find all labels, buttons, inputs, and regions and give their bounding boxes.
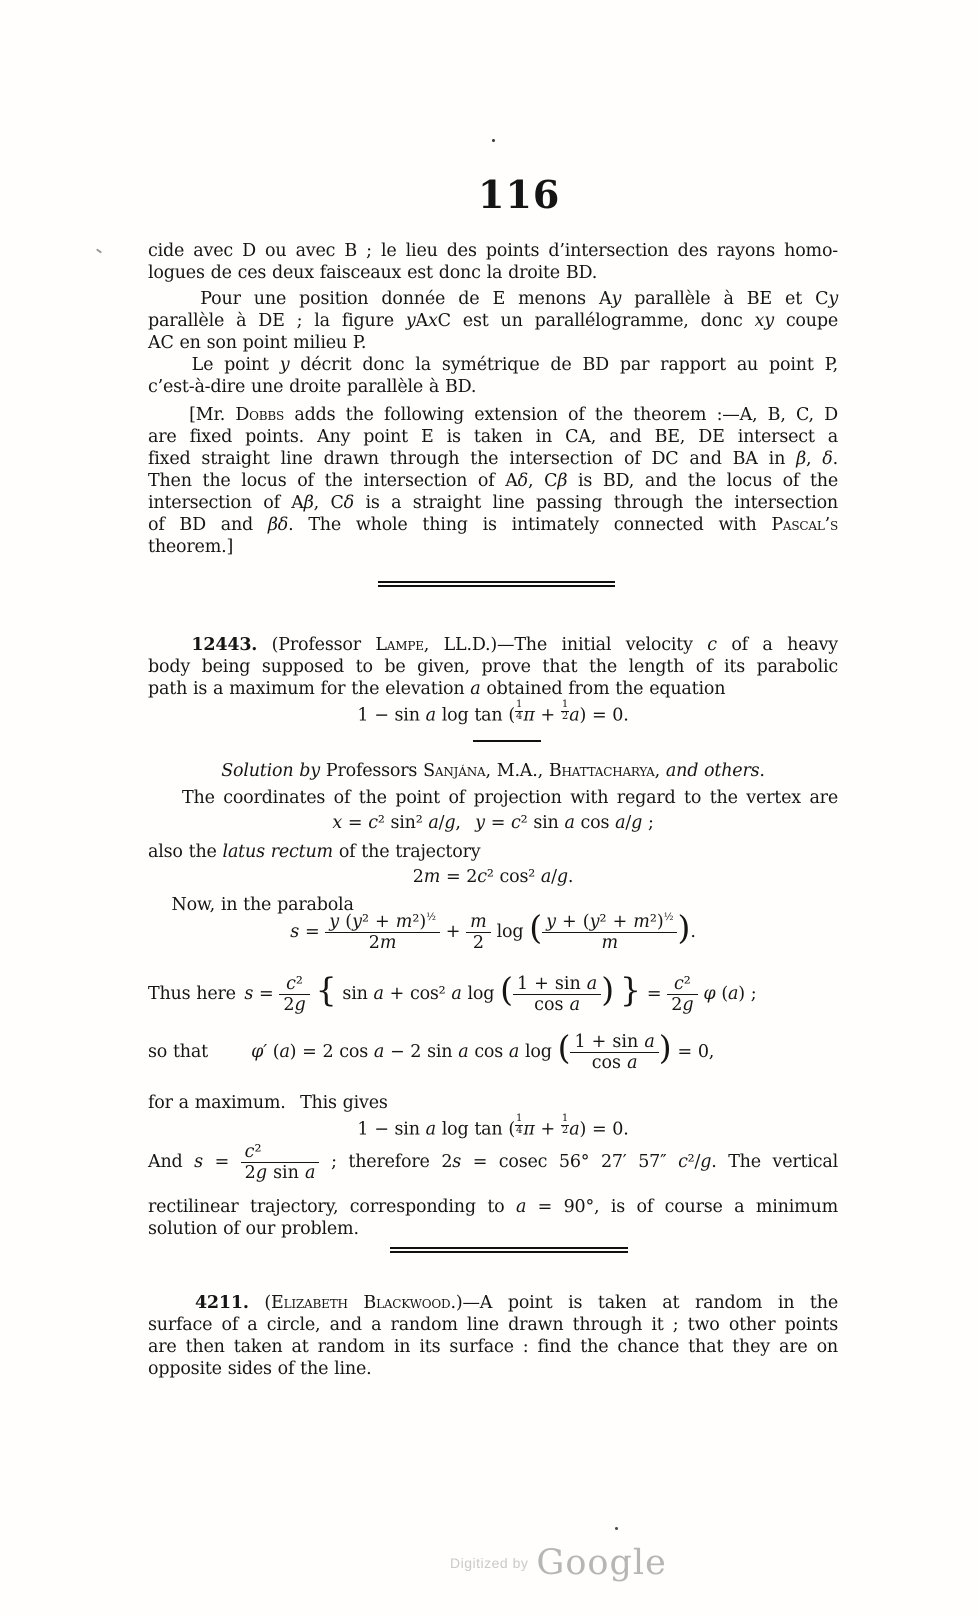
problem-4211-statement — [148, 1292, 838, 1380]
for-a-maximum-line — [148, 1092, 838, 1114]
text-line: c’est-à-dire une droite parallèle à BD. — [148, 377, 477, 397]
equation-divider — [473, 740, 541, 742]
scan-speck — [492, 139, 495, 142]
text-line: for a maximum. This gives — [148, 1093, 388, 1113]
fraction: $\frac{\text{1 + sin a}}{\text{cos a}}$ — [570, 1032, 658, 1073]
paragraph-french-2 — [148, 288, 838, 354]
fraction: $\frac{y (y^2 + m^2)^{\frac{1}{2}}}{2m}$ — [325, 912, 440, 953]
text-line: body being supposed to be given, prove that the length of its parabolic — [148, 657, 838, 677]
text-line: fixed straight line drawn through the intersection of DC and BA in β, δ. — [148, 449, 838, 469]
text-line: Solution by Professors Sanjána, M.A., Bhattacharya, and others. — [221, 761, 765, 781]
paragraph-french-3 — [148, 354, 838, 398]
fraction: $\frac{\text{c²}}{2g}$ — [279, 974, 309, 1015]
paragraph-french-1 — [148, 240, 838, 284]
text-line: 2m = 2c² cos² a/g. — [412, 867, 574, 887]
fraction: $\frac{1}{2}$ — [561, 699, 569, 722]
text-line: Pour une position donnée de E menons Ay parallèle à BE et Cy — [148, 289, 838, 309]
problem-12443-statement — [148, 634, 838, 700]
fraction: $\frac{1}{4}$ — [515, 1113, 523, 1136]
page-number: 116 — [478, 172, 561, 217]
text-line: are fixed points. Any point E is taken in CA, and BE, DE intersect a — [148, 427, 838, 447]
equation-log-tan — [148, 700, 838, 726]
equation-so-that — [148, 1028, 838, 1074]
watermark — [450, 1543, 667, 1583]
conclusion-paragraph — [148, 1196, 838, 1240]
text-line: path is a maximum for the elevation a obtained from the equation — [148, 679, 726, 699]
text-line: s = $\frac{y (y^2 + m^2)^{\frac{1}{2}}}{2m}$ + $\frac{m}{2}$ log ( $\frac{y + (y^2 + m^2)^{\frac{1}{2}}}{m}$ ). — [290, 908, 696, 954]
text-line: 12443. (Professor Lampe, LL.D.)—The initial velocity c of a heavy — [191, 635, 838, 655]
text-line: also the latus rectum of the trajectory — [148, 842, 481, 862]
fraction: $\frac{y + (y^2 + m^2)^{\frac{1}{2}}}{m}$ — [542, 912, 677, 953]
fraction: $\frac{\text{1 + sin a}}{\text{cos a}}$ — [513, 974, 601, 1015]
text-line: [Mr. Dobbs adds the following extension of the theorem :—A, B, C, D — [148, 405, 838, 425]
text-line: 1 − sin a log tan ( $\frac{1}{4}$ π + $\frac{1}{2}$ a) = 0. — [357, 699, 629, 726]
equation-arc-length — [148, 908, 838, 954]
text-line: Then the locus of the intersection of Aδ, Cβ is BD, and the locus of the — [148, 471, 839, 491]
fraction: $\frac{\text{c²}}{\text{2g sin a}}$ — [241, 1142, 320, 1183]
text-line: AC en son point milieu P. — [148, 333, 367, 353]
text-line: 4211. (Elizabeth Blackwood.)—A point is taken at random in the — [194, 1293, 838, 1313]
text-line: are then taken at random in its surface : find the chance that they are on — [148, 1337, 838, 1357]
fraction: $\frac{\text{c²}}{2g}$ — [667, 974, 697, 1015]
text-line: intersection of Aβ, Cδ is a straight line passing through the intersection — [148, 493, 838, 513]
equation-log-tan-repeat — [148, 1114, 838, 1140]
section-divider — [378, 581, 615, 587]
text-line: And s = $\frac{\text{c²}}{\text{2g sin a}}$ ; therefore 2s = cosec 56° 27′ 57″ c²/g. The vertical — [148, 1142, 838, 1184]
text-line: Now, in the parabola — [148, 895, 354, 915]
text-line: of BD and βδ. The whole thing is intimately connected with Pascal’s — [148, 515, 839, 535]
text-line: surface of a circle, and a random line drawn through it ; two other points — [148, 1315, 838, 1335]
latus-rectum-line — [148, 841, 838, 863]
paragraph-dobbs-extension — [148, 404, 838, 558]
equation-coordinates — [148, 812, 838, 834]
google-logo: Google — [536, 1543, 667, 1583]
text-line: x = c² sin² a/g, y = c² sin a cos a/g ; — [332, 813, 654, 833]
text-line: Thus here s = $\frac{\text{c²}}{2g}$ { sin a + cos² a log ( $\frac{\text{1 + sin a}}{\text{cos a}}$ ) } = $\frac{\text{c²}}{2g}$ φ (a) ; — [148, 970, 757, 1016]
text-line: opposite sides of the line. — [148, 1359, 372, 1379]
fraction: $\frac{1}{4}$ — [515, 699, 523, 722]
text-line: parallèle à DE ; la figure yAxC est un parallélogramme, donc xy coupe — [148, 311, 839, 331]
text-line: logues de ces deux faisceaux est donc la droite BD. — [148, 263, 598, 283]
text-line: Le point y décrit donc la symétrique de BD par rapport au point P, — [148, 355, 838, 375]
text-line: rectilinear trajectory, corresponding to a = 90°, is of course a minimum — [148, 1197, 838, 1217]
text-line: theorem.] — [148, 537, 234, 557]
equation-latus-rectum — [148, 866, 838, 888]
text-line: so that φ′ (a) = 2 cos a − 2 sin a cos a log ( $\frac{\text{1 + sin a}}{\text{cos a}}$ ) = 0, — [148, 1028, 715, 1074]
scan-speck — [96, 248, 102, 253]
scan-speck — [615, 1527, 618, 1530]
fraction: $\frac{1}{2}$ — [561, 1113, 569, 1136]
watermark-text: Digitized by — [450, 1555, 529, 1571]
text-line: cide avec D ou avec B ; le lieu des points d’intersection des rayons homo- — [148, 241, 838, 261]
equation-thus-here — [148, 970, 838, 1016]
solution-byline — [148, 760, 838, 782]
solution-intro-line — [148, 787, 838, 809]
text-line: 1 − sin a log tan ( $\frac{1}{4}$ π + $\frac{1}{2}$ a) = 0. — [357, 1113, 629, 1140]
text-line: solution of our problem. — [148, 1219, 359, 1239]
equation-cosec-line — [148, 1142, 838, 1183]
fraction: $\frac{m}{2}$ — [466, 912, 491, 953]
text-line: The coordinates of the point of projection with regard to the vertex are — [148, 788, 838, 808]
section-divider — [390, 1247, 628, 1253]
